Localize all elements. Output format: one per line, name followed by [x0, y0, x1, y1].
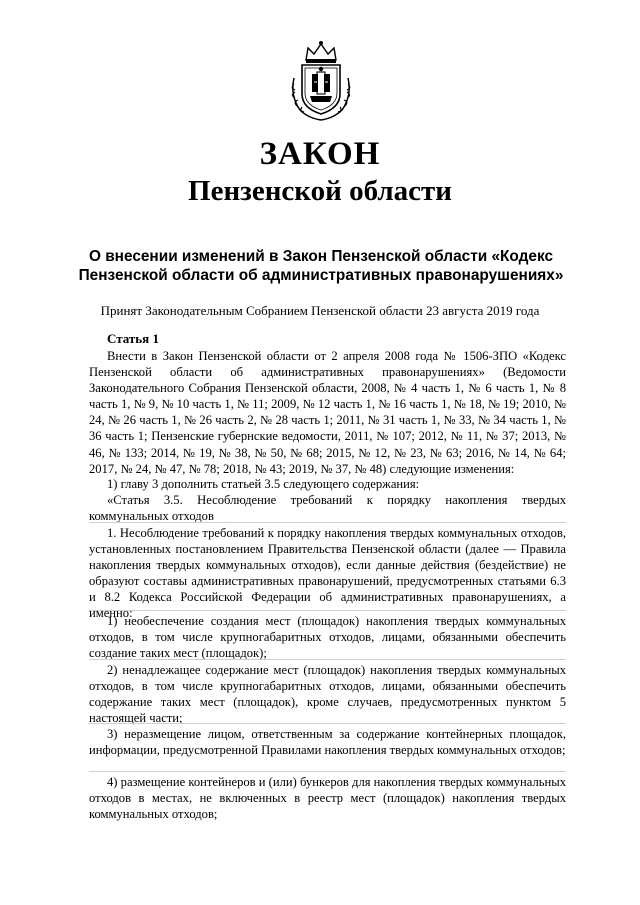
subitem-4-text: 4) размещение контейнеров и (или) бункеров для накопления твердых коммунальных отходов в местах, не включенных в реестр мест (площадок) накопления твердых коммунальных отходов; — [89, 775, 566, 821]
adoption-note: Принят Законодательным Собранием Пензенской области 23 августа 2019 года — [100, 303, 540, 318]
region-subtitle: Пензенской области — [188, 175, 452, 207]
article-intro — [89, 348, 566, 477]
law-title: ЗАКОН — [259, 136, 381, 172]
new-article-heading-text: «Статья 3.5. Несоблюдение требований к порядку накопления твердых коммунальных отходов — [89, 493, 566, 524]
amendment-item-1 — [89, 476, 566, 492]
amendment-item-1-text: 1) главу 3 дополнить статьей 3.5 следующего содержания: — [107, 477, 420, 491]
article-intro-text: Внести в Закон Пензенской области от 2 апреля 2008 года № 1506-ЗПО «Кодекс Пензенской области об административных правонарушениях» (Ведомости Законодательного Собрания Пензенской области, 2008, № 4 часть 1, № 6 часть 1, № 8 часть 1, № 9, № 10 часть 1, № 11; 2009, № 12 часть 1, № 16 часть 1, № 18, № 19; 2010, № 24, № 26 часть 1, № 26 часть 2, № 28 часть 1; 2011, № 31 часть 1, № 33, № 34 часть 1, № 36 часть 1; Пензенские губернские ведомости, 2011, № 107; 2012, № 11, № 37; 2013, № 46, № 133; 2014, № 19, № 38, № 50, № 68; 2015, № 12, № 23, № 63; 2016, № 14, № 64; 2017, № 24, № 47, № 78; 2018, № 43; 2019, № 37, № 48) следующие изменения: — [89, 349, 566, 476]
new-article-heading — [89, 492, 566, 524]
subitem-2 — [89, 659, 566, 726]
part-1-text: 1. Несоблюдение требований к порядку накопления твердых коммунальных отходов, установленных постановлением Правительства Пензенской области (далее — Правила накопления твердых коммунальных отходов), если данные действия (бездействие) не образуют составы административных правонарушений, предусмотренных статьями 6.3 и 8.2 Кодекса Российской Федерации об административных правонарушениях, а именно: — [89, 526, 566, 620]
subitem-3-text: 3) неразмещение лицом, ответственным за содержание контейнерных площадок, информации, предусмотренной Правилами накопления твердых коммунальных отходов; — [89, 727, 566, 757]
penza-coat-of-arms-icon — [286, 38, 356, 122]
subitem-2-text: 2) ненадлежащее содержание мест (площадок) накопления твердых коммунальных отходов, в том числе крупногабаритных отходов, лицами, обязанными обеспечить содержание таких мест (площадок), кроме случаев, предусмотренных пунктом 5 настоящей части; — [89, 663, 566, 725]
law-name-heading: О внесении изменений в Закон Пензенской области «Кодекс Пензенской области об административных правонарушениях» — [78, 248, 564, 284]
article-heading: Статья 1 — [107, 331, 159, 346]
part-1-paragraph — [89, 522, 566, 621]
subitem-3 — [89, 723, 566, 758]
subitem-1 — [89, 610, 566, 661]
subitem-1-text: 1) необеспечение создания мест (площадок) накопления твердых коммунальных отходов, в том числе крупногабаритных отходов, лицами, обязанными обеспечить создание таких мест (площадок); — [89, 614, 566, 660]
subitem-4 — [89, 771, 566, 822]
